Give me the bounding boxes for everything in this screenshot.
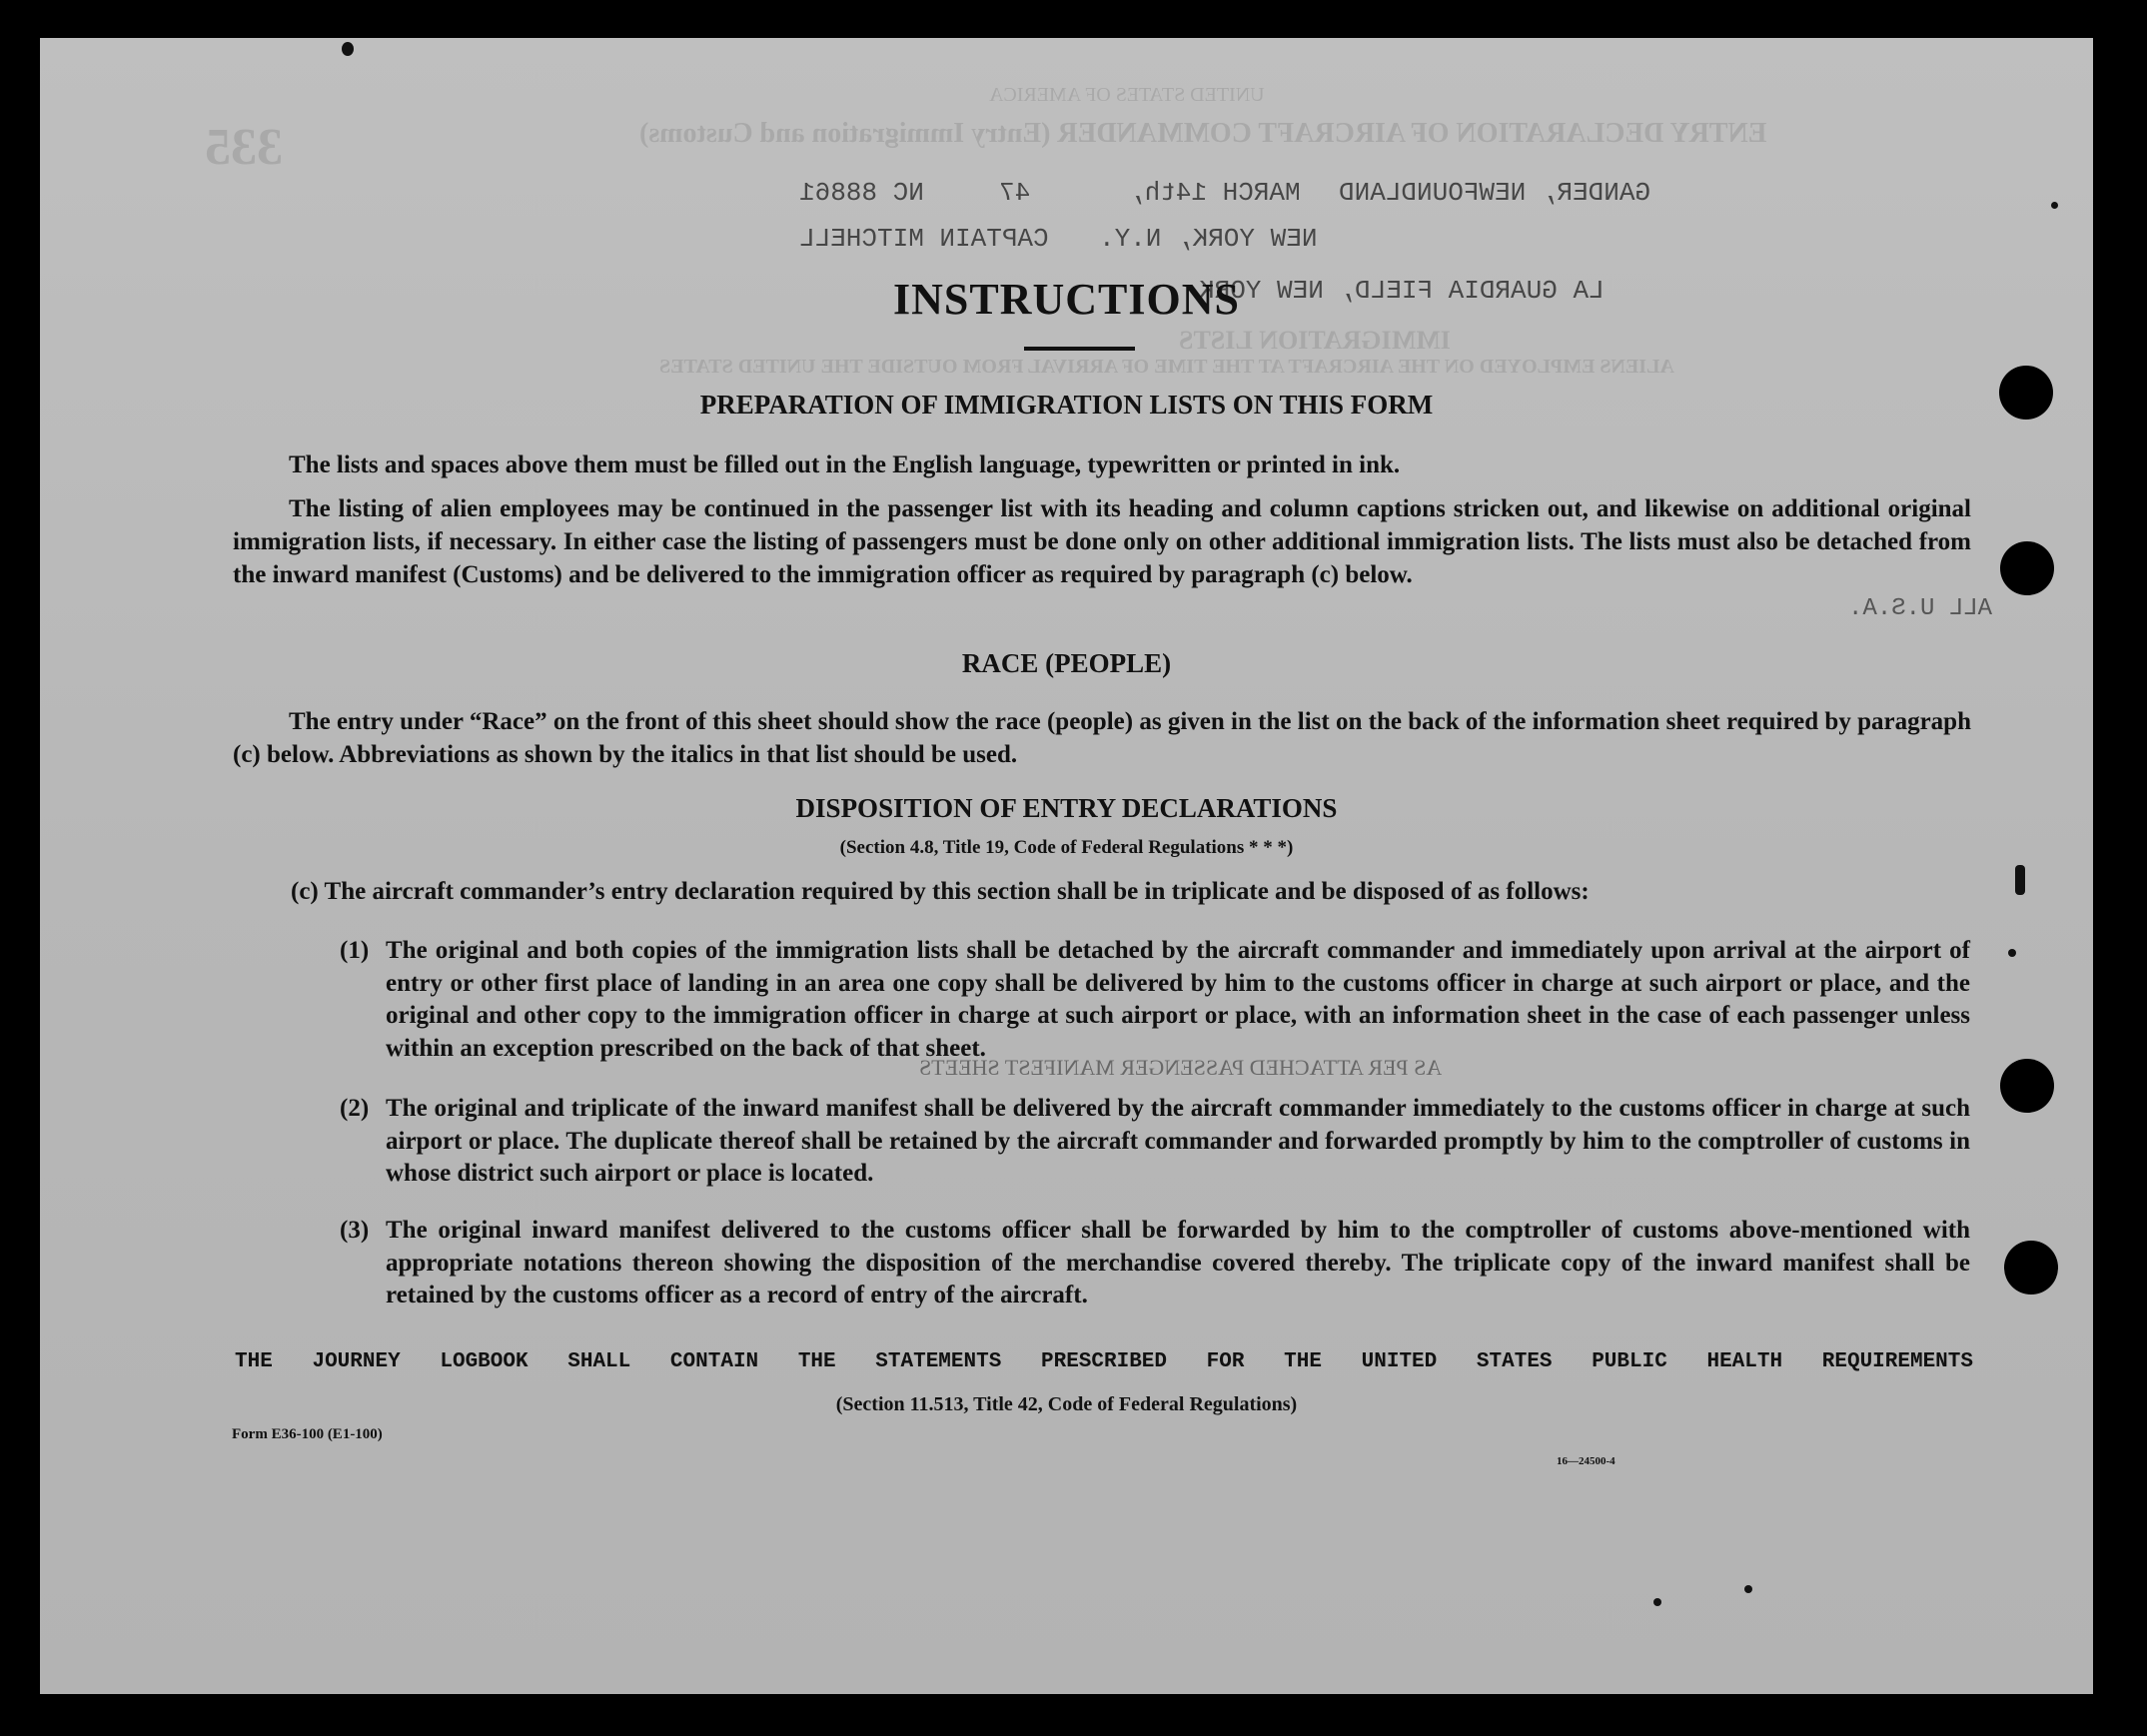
- bleed-through-place: GANDER, NEWFOUNDLAND: [1339, 178, 1651, 208]
- page-title: INSTRUCTIONS: [893, 275, 1240, 324]
- bleed-through-manifest: AS PER ATTACHED PASSENGER MANIFEST SHEETS: [919, 1055, 1443, 1080]
- instructions-content: [40, 38, 2093, 1694]
- bleed-through-year: 47: [999, 178, 1031, 208]
- ink-speck: [1744, 1585, 1752, 1593]
- footer-logbook-statement: THE JOURNEY LOGBOOK SHALL CONTAIN THE STATEMENTS PRESCRIBED FOR THE UNITED STATES PUBLIC HEALTH REQUIREMENTS: [235, 1350, 1973, 1373]
- bleed-through-immigration-lists: IMMIGRATION LISTS: [1179, 326, 1451, 355]
- bleed-through-city: NEW YORK, N.Y.: [1099, 224, 1318, 254]
- punch-hole: [2004, 1241, 2058, 1295]
- ink-speck: [342, 42, 354, 56]
- title-underline: [1024, 347, 1135, 351]
- bleed-through-captain: CAPTAIN MITCHELL: [799, 224, 1049, 254]
- footer-citation: (Section 11.513, Title 42, Code of Federal Regulations): [835, 1393, 1298, 1415]
- punch-hole: [1999, 366, 2053, 420]
- list-item-number: (2): [340, 1095, 370, 1122]
- bleed-through-aliens: ALIENS EMPLOYED ON THE AIRCRAFT AT THE TIME OF ARRIVAL FROM OUTSIDE THE UNITED STATES: [659, 356, 1674, 378]
- list-item-text: The original and both copies of the immigration lists shall be detached by the aircraft commander and immediately upon arrival at the airport of entry or other first place of landing in an area one copy shall be delivered by him to the customs officer in charge at such airport or place, and the original and other copy to the immigration officer in charge at such airport or place, with an information sheet in the case of each passenger unless within an exception prescribed on the back of that sheet.: [386, 937, 1970, 1062]
- bleed-through-all-usa: ALL U.S.A.: [1848, 595, 1993, 622]
- bleed-through-title: ENTRY DECLARATION OF AIRCRAFT COMMANDER (Entry Immigration and Customs): [639, 118, 1767, 149]
- ink-speck: [1653, 1598, 1661, 1606]
- form-number: Form E36-100 (E1-100): [232, 1426, 383, 1442]
- paragraph-alien-employees: The listing of alien employees may be continued in the passenger list with its heading and column captions stricken out, and likewise on additional original immigration lists, if necessary. In either case the listing of passengers must be done only on other additional immigration lists. The lists must also be detached from the inward manifest (Customs) and be delivered to the immigration officer as required by paragraph (c) below.: [233, 495, 1971, 588]
- ink-speck: [2051, 202, 2058, 209]
- list-item-text: The original inward manifest delivered to the customs officer shall be forwarded by him to the comptroller of customs above-mentioned with appropriate notations thereon showing the disposition of the merchandise covered thereby. The triplicate copy of the inward manifest shall be retained by the customs officer as a record of entry of the aircraft.: [386, 1217, 1970, 1308]
- paragraph-c-intro: (c) The aircraft commander’s entry declaration required by this section shall be in triplicate and be disposed of as follows:: [291, 878, 1590, 905]
- print-code: 16—24500-4: [1557, 1455, 1615, 1467]
- bleed-through-header: UNITED STATES OF AMERICA: [989, 84, 1265, 106]
- bleed-through-date: MARCH 14th,: [1129, 178, 1301, 208]
- list-item-number: (1): [340, 937, 370, 964]
- paragraph-language: The lists and spaces above them must be filled out in the English language, typewritten or printed in ink.: [289, 451, 1401, 478]
- section-heading-disposition: DISPOSITION OF ENTRY DECLARATIONS: [795, 793, 1338, 823]
- list-item-number: (3): [340, 1217, 370, 1244]
- bleed-through-airport: LA GUARDIA FIELD, NEW YORK: [1199, 276, 1605, 306]
- section-heading-immigration-lists: PREPARATION OF IMMIGRATION LISTS ON THIS FORM: [699, 390, 1434, 420]
- list-item-2: [340, 1093, 1970, 1191]
- list-item-1: [340, 935, 1970, 1065]
- bleed-through-registration: NC 88861: [799, 178, 924, 208]
- list-item-text: The original and triplicate of the inward manifest shall be delivered by the aircraft commander immediately to the customs officer in charge at such airport or place. The duplicate thereof shall be retained by the aircraft commander and forwarded promptly by him to the comptroller of customs in whose district such airport or place is located.: [386, 1095, 1970, 1187]
- document-sheet: [40, 38, 2093, 1694]
- bleed-through-number: 335: [205, 119, 283, 176]
- list-item-3: [340, 1215, 1970, 1312]
- punch-hole: [2000, 1059, 2054, 1113]
- ink-speck: [2015, 865, 2025, 895]
- section-heading-race: RACE (PEOPLE): [961, 648, 1172, 678]
- citation-section-4-8: (Section 4.8, Title 19, Code of Federal Regulations * * *): [839, 837, 1294, 858]
- ink-speck: [2008, 949, 2016, 957]
- paragraph-race: The entry under “Race” on the front of this sheet should show the race (people) as given in the list on the back of the information sheet required by paragraph (c) below. Abbreviations as shown by the italics in that list should be used.: [233, 708, 1971, 768]
- punch-hole: [2000, 541, 2054, 595]
